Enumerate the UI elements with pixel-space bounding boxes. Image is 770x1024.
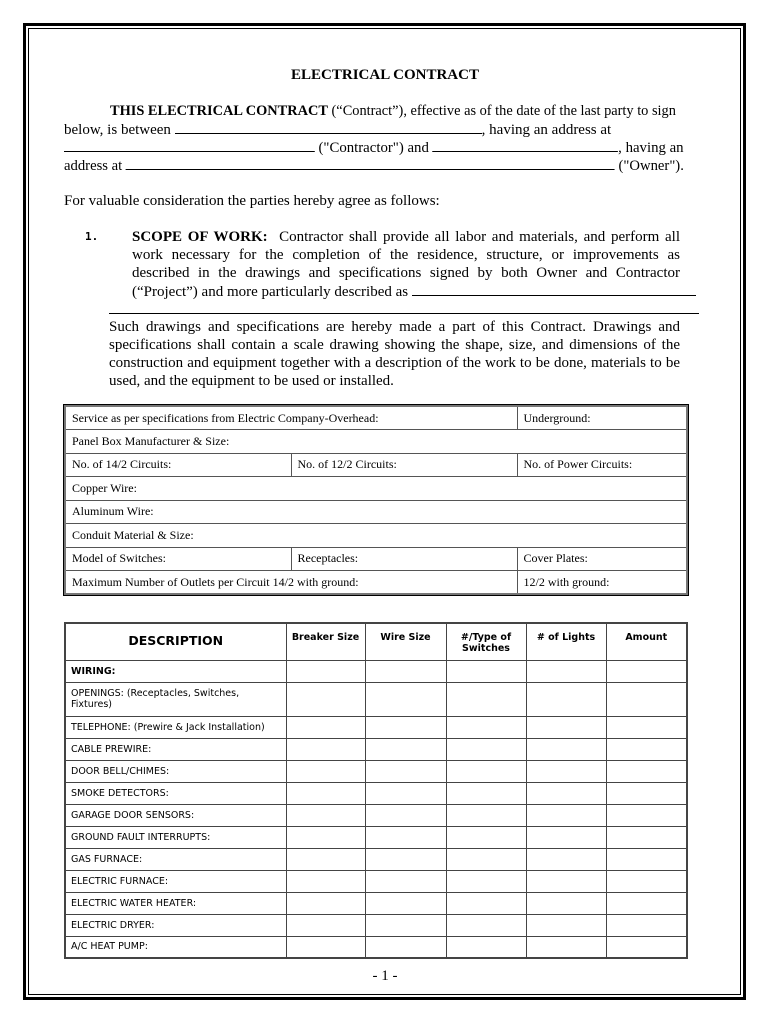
intro-line3-end: , having an [618,140,684,156]
amount-cell[interactable] [606,870,687,892]
contractor-address-blank[interactable] [64,138,315,152]
row-description-text: CABLE PREWIRE: [71,743,152,755]
aluminum-wire-label: Aluminum Wire: [72,504,154,519]
row-description-text: DOOR BELL/CHIMES: [71,765,170,777]
lights-cell[interactable] [526,892,606,914]
scope-line-4 [132,282,698,301]
row-description [65,914,286,936]
specifications-table [64,405,688,595]
scope-para2-line-2: specifications shall contain a scale drawing showing the shape, size, and dimensions of the [109,337,680,353]
table-row [65,660,687,682]
intro-line-3 [64,138,684,157]
switches-cell[interactable] [446,716,526,738]
table-row [65,936,687,958]
amount-cell[interactable] [606,914,687,936]
breaker-size-cell[interactable] [286,936,365,958]
intro-line-1 [110,102,676,120]
row-description [65,892,286,914]
lights-cell[interactable] [526,782,606,804]
header-row [65,623,687,660]
breaker-size-cell[interactable] [286,870,365,892]
column-header-breaker-size: Breaker Size [286,623,365,660]
row-description [65,738,286,760]
amount-cell[interactable] [606,660,687,682]
row-description [65,826,286,848]
table-row [65,848,687,870]
page-number: - 1 - [372,968,398,984]
scope-para2-line-1: Such drawings and specifications are hereby made a part of this Contract. Drawings and [109,319,680,335]
lights-cell[interactable] [526,738,606,760]
scope-heading: SCOPE OF WORK: [132,229,268,245]
column-header-wire-size: Wire Size [365,623,446,660]
column-header-amount: Amount [606,623,687,660]
table-row [65,760,687,782]
service-overhead-label: Service as per specifications from Electric Company-Overhead: [72,410,379,425]
scope-line-1 [132,228,680,246]
document-title: ELECTRICAL CONTRACT [291,67,479,83]
project-description-blank[interactable] [412,282,696,296]
row-description-text: GARAGE DOOR SENSORS: [71,809,195,821]
power-circuits-label: No. of Power Circuits: [523,457,633,472]
scope-para2-line-4: used, and the equipment to be used or installed. [109,373,394,389]
table-row [65,870,687,892]
table-row [65,804,687,826]
cover-plates-label: Cover Plates: [523,551,588,566]
amount-cell[interactable] [606,848,687,870]
section-number: 1. [85,230,99,243]
circuits-14-2-field[interactable] [65,453,291,477]
intro-line2-start: below, is between [64,122,171,138]
wire-size-cell[interactable] [365,660,446,682]
table-row [65,477,687,501]
lights-cell[interactable] [526,716,606,738]
intro-line4-end: ("Owner"). [618,158,684,174]
scope-line-3: described in the drawings and specifications signed by both Owner and Contractor [132,265,680,281]
consideration-text: For valuable consideration the parties hereby agree as follows: [64,193,440,209]
power-circuits-field[interactable] [517,453,687,477]
table-row [65,453,687,477]
table-row [65,914,687,936]
scope-line1-text: Contractor shall provide all labor and materials, and perform all [279,229,681,245]
lights-cell[interactable] [526,936,606,958]
row-description [65,660,286,682]
contractor-name-blank[interactable] [175,120,482,134]
receptacles-label: Receptacles: [297,551,359,566]
lights-cell[interactable] [526,826,606,848]
table-row [65,430,687,454]
row-description [65,936,286,958]
wire-size-cell[interactable] [365,716,446,738]
row-description-text: GAS FURNACE: [71,853,143,865]
ground-12-2-label: 12/2 with ground: [523,574,610,589]
row-description [65,716,286,738]
switches-cell[interactable] [446,760,526,782]
service-overhead-field[interactable] [65,406,517,430]
table-row [65,500,687,524]
wire-size-cell[interactable] [365,738,446,760]
table-row [65,547,687,571]
breaker-size-cell[interactable] [286,760,365,782]
wire-size-cell[interactable] [365,804,446,826]
row-description [65,870,286,892]
aluminum-wire-field[interactable] [65,500,687,524]
row-description [65,848,286,870]
breaker-size-cell[interactable] [286,914,365,936]
switches-cell[interactable] [446,892,526,914]
row-description-text: ELECTRIC DRYER: [71,919,155,931]
switches-cell[interactable] [446,738,526,760]
table-row [65,826,687,848]
row-description [65,782,286,804]
conduit-label: Conduit Material & Size: [72,527,194,542]
row-description [65,804,286,826]
row-description-text: ELECTRIC WATER HEATER: [71,897,197,909]
lights-cell[interactable] [526,760,606,782]
breaker-size-cell[interactable] [286,826,365,848]
copper-wire-field[interactable] [65,477,687,501]
switches-cell[interactable] [446,660,526,682]
scope-para2-line-3: construction and equipment together with a description of the work to be done, materials to be [109,355,680,371]
switches-cell[interactable] [446,804,526,826]
ground-12-2-field[interactable] [517,571,687,595]
amount-cell[interactable] [606,936,687,958]
model-switches-field[interactable] [65,547,291,571]
table-row [65,782,687,804]
cover-plates-field[interactable] [517,547,687,571]
wire-size-cell[interactable] [365,848,446,870]
amount-cell[interactable] [606,682,687,716]
intro-lead: THIS ELECTRICAL CONTRACT [110,103,328,119]
circuits-12-2-field[interactable] [291,453,517,477]
switches-cell[interactable] [446,848,526,870]
row-description-text: OPENINGS: (Receptacles, Switches, Fixtures) [71,688,240,710]
wire-size-cell[interactable] [365,682,446,716]
row-description-text: A/C HEAT PUMP: [71,941,148,953]
lights-cell[interactable] [526,914,606,936]
receptacles-field[interactable] [291,547,517,571]
amount-cell[interactable] [606,892,687,914]
copper-wire-label: Copper Wire: [72,480,137,495]
table-row [65,571,687,595]
switches-cell[interactable] [446,914,526,936]
table-row [65,524,687,548]
breaker-size-cell[interactable] [286,660,365,682]
intro-line-2 [64,120,684,139]
amount-cell[interactable] [606,716,687,738]
intro-line3-mid: ("Contractor") and [318,140,429,156]
row-description-text: WIRING: [71,665,116,677]
conduit-field[interactable] [65,524,687,548]
breaker-size-cell[interactable] [286,738,365,760]
amount-cell[interactable] [606,738,687,760]
amount-cell[interactable] [606,760,687,782]
owner-name-blank[interactable] [433,138,619,152]
wire-size-cell[interactable] [365,782,446,804]
column-header-description: DESCRIPTION [65,623,286,660]
scope-line4-text: (“Project”) and more particularly described as [132,284,409,300]
wire-size-cell[interactable] [365,892,446,914]
circuits-12-2-label: No. of 12/2 Circuits: [297,457,397,472]
breaker-size-cell[interactable] [286,804,365,826]
circuits-14-2-label: No. of 14/2 Circuits: [72,457,172,472]
switches-cell[interactable] [446,826,526,848]
breaker-size-cell[interactable] [286,848,365,870]
lights-cell[interactable] [526,682,606,716]
panel-box-field[interactable] [65,430,687,454]
table-row [65,738,687,760]
intro-line-4 [64,156,684,175]
row-description-text: TELEPHONE: (Prewire & Jack Installation) [71,721,265,733]
table-row [65,406,687,430]
model-switches-label: Model of Switches: [72,551,166,566]
work-description-table [64,622,688,959]
wire-size-cell[interactable] [365,760,446,782]
column-header-lights: # of Lights [526,623,606,660]
wire-size-cell[interactable] [365,826,446,848]
scope-line-2: work necessary for the completion of the residence, structure, or improvements as [132,247,680,263]
amount-cell[interactable] [606,782,687,804]
wire-size-cell[interactable] [365,914,446,936]
breaker-size-cell[interactable] [286,892,365,914]
intro-line2-end: , having an address at [481,122,612,138]
intro-line1-text: (“Contract”), effective as of the date of the last party to sign [331,103,676,119]
row-description [65,682,286,716]
panel-box-label: Panel Box Manufacturer & Size: [72,433,230,448]
lights-cell[interactable] [526,660,606,682]
breaker-size-cell[interactable] [286,716,365,738]
breaker-size-cell[interactable] [286,682,365,716]
column-header-switches: #/Type of Switches [446,623,526,660]
switches-cell[interactable] [446,682,526,716]
breaker-size-cell[interactable] [286,782,365,804]
wire-size-cell[interactable] [365,870,446,892]
wire-size-cell[interactable] [365,936,446,958]
underground-label: Underground: [523,410,591,425]
owner-address-blank[interactable] [126,156,615,170]
switches-cell[interactable] [446,936,526,958]
row-description [65,760,286,782]
project-description-blank-2[interactable] [109,313,699,314]
table-row [65,892,687,914]
lights-cell[interactable] [526,848,606,870]
switches-cell[interactable] [446,782,526,804]
max-outlets-label: Maximum Number of Outlets per Circuit 14/2 with ground: [72,574,359,589]
table-row [65,682,687,716]
row-description-text: ELECTRIC FURNACE: [71,875,169,887]
intro-line4-start: address at [64,158,123,174]
table-row [65,716,687,738]
row-description-text: GROUND FAULT INTERRUPTS: [71,831,211,843]
amount-cell[interactable] [606,804,687,826]
switches-cell[interactable] [446,870,526,892]
amount-cell[interactable] [606,826,687,848]
row-description-text: SMOKE DETECTORS: [71,787,169,799]
max-outlets-field[interactable] [65,571,517,595]
underground-field[interactable] [517,406,687,430]
lights-cell[interactable] [526,804,606,826]
lights-cell[interactable] [526,870,606,892]
